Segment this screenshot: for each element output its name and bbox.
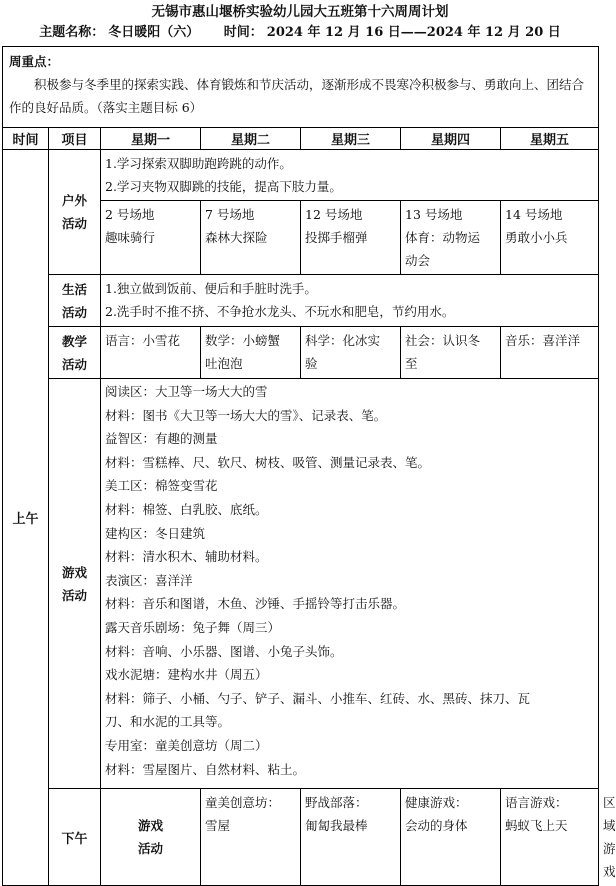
- outdoor-goal-1: 1.学习探索双脚助跑跨跳的动作。: [105, 156, 292, 171]
- time-range: 2024 年 12 月 16 日——2024 年 12 月 20 日: [266, 25, 561, 40]
- teaching-wednesday: [301, 327, 401, 379]
- venue-thu-activity: 体育：动物运: [405, 230, 481, 245]
- games-line: 建构区：冬日建筑: [105, 525, 206, 541]
- venue-thu-activity-cont: 动会: [405, 253, 431, 268]
- afternoon-thursday: [501, 789, 599, 886]
- afternoon-tue-title: 野战部落：: [305, 795, 368, 810]
- teaching-wed-text: 科学：化冰实: [305, 333, 381, 348]
- plan-table: 周重点： 积极参与冬季里的探索实践、体育锻炼和节庆活动，逐渐形成不畏寒冷积极参与、勇敢向上、团结合作的良好品质。（落实主题目标 6） 时间 项目 星期一 星期二 星期三 星期四 星期五 上午 户外 活动 1.学习探索双脚助跑跨跳的动作。 2.学习夹物双脚跳的技能，提高下肢力量。 2 号场地 趣味骑行 7 号场地 森林大探险 12 号场地 投掷手榴弹 13 号场地 体育：动物运 动会 14 号场地 勇敢小小兵 生活 活动 1.独立做到饭前、便后和手脏时洗手。 2.洗手时不推不挤、不争抢水龙头、不玩水和肥皂，节约用水。 教学 活动 语言：小雪花 数学：小螃蟹 吐泡泡 科学：化冰实 验 社会：认识冬 至 音乐：喜洋洋 游戏 活动 阅读区：大卫等一场大大的雪 材料：图书《大卫等一场大大的雪》、记录表、笔。 益智区：有趣的测量 材料：雪糕棒、尺、软尺、树枝、吸管、测量记录表、笔。 美工区：棉签变雪花 材料：棉签、白乳胶、底纸。 建构区：冬日建筑 材料：清水积木、辅助材料。 表演区：喜洋洋 材料：音乐和图谱，木鱼、沙锤、手摇铃等打击乐器。 露天音乐剧场：兔子舞（周三） 材料：音响、小乐器、图谱、小兔子头饰。 戏水泥塘：建构水井（周五） 材料：筛子、小桶、勺子、铲子、漏斗、小推车、红砖、水、黑砖、抹刀、瓦 刀、和水泥的工具等。 专用室：童美创意坊（周二） 材料：雪屋图片、自然材料、粘土。 下午 游戏 活动 童美创意坊： 雪屋 野战部落： 匍匐我最棒 健康游戏： 会动的身体 语言游戏： 蚂蚁飞上天 区域游戏: [2, 46, 599, 886]
- outdoor-activity-label: [49, 150, 101, 275]
- time-label: 时间：: [223, 25, 263, 40]
- teaching-tuesday: [201, 327, 301, 379]
- outdoor-venue-tuesday: [201, 201, 301, 275]
- afternoon-wed-title: 健康游戏：: [405, 795, 468, 810]
- afternoon-thu-title: 语言游戏：: [505, 795, 568, 810]
- games-label-line1: 游戏: [61, 564, 87, 580]
- venue-thu-site: 13 号场地: [405, 207, 463, 222]
- header-thursday: 星期四: [401, 128, 501, 150]
- games-line: 阅读区：大卫等一场大大的雪: [105, 384, 268, 399]
- life-item-1: 1.独立做到饭前、便后和手脏时洗手。: [105, 281, 317, 296]
- venue-wed-site: 12 号场地: [305, 207, 363, 222]
- games-content: [101, 379, 599, 789]
- games-activity-label: [49, 379, 101, 789]
- teaching-thu-text-cont: 至: [405, 356, 418, 371]
- teaching-thursday: [401, 327, 501, 379]
- afternoon-games-label-line2: 活动: [137, 841, 163, 856]
- morning-label: 上午: [3, 150, 49, 886]
- afternoon-wednesday: [401, 789, 501, 886]
- games-line: 材料：雪糕棒、尺、软尺、树枝、吸管、测量记录表、笔。: [105, 454, 431, 470]
- games-line: 材料：雪屋图片、自然材料、粘土。: [105, 761, 306, 777]
- venue-fri-activity: 勇敢小小兵: [505, 230, 568, 245]
- theme-name: 冬日暖阳（六）: [108, 25, 200, 40]
- games-line: 材料：图书《大卫等一场大大的雪》、记录表、笔。: [105, 407, 387, 423]
- header-tuesday: 星期二: [201, 128, 301, 150]
- teaching-thu-text: 社会：认识冬: [405, 333, 481, 348]
- games-line: 益智区：有趣的测量: [105, 431, 218, 447]
- games-line: 材料：清水积木、辅助材料。: [105, 549, 268, 565]
- games-line: 材料：筛子、小桶、勺子、铲子、漏斗、小推车、红砖、水、黑砖、抹刀、瓦: [105, 690, 531, 706]
- teaching-activity-label: [49, 327, 101, 379]
- teaching-label-line1: 教学: [61, 333, 87, 349]
- outdoor-label-line2: 活动: [61, 216, 87, 231]
- teaching-mon-text: 语言：小雪花: [105, 333, 181, 348]
- teaching-tue-text: 数学：小螃蟹: [205, 333, 281, 348]
- venue-mon-site: 2 号场地: [105, 207, 155, 222]
- venue-mon-activity: 趣味骑行: [105, 230, 156, 245]
- afternoon-games-label-line1: 游戏: [137, 818, 163, 833]
- outdoor-goals: [101, 150, 599, 201]
- page-title: 无锡市惠山堰桥实验幼儿园大五班第十六周周计划: [151, 4, 449, 20]
- outdoor-label-line1: 户外: [61, 193, 87, 208]
- life-label-line1: 生活: [61, 281, 87, 297]
- games-line: 刀、和水泥的工具等。: [105, 714, 231, 730]
- teaching-label-line2: 活动: [61, 356, 87, 372]
- life-item-2: 2.洗手时不推不挤、不争抢水龙头、不玩水和肥皂，节约用水。: [105, 304, 455, 319]
- life-activity-content: [101, 275, 599, 327]
- afternoon-wed-activity: 会动的身体: [405, 818, 468, 833]
- afternoon-mon-activity: 雪屋: [205, 818, 231, 833]
- teaching-wed-text-cont: 验: [305, 356, 318, 371]
- venue-tue-site: 7 号场地: [205, 207, 255, 222]
- games-line: 表演区：喜洋洋: [105, 572, 193, 588]
- header-wednesday: 星期三: [301, 128, 401, 150]
- afternoon-thu-activity: 蚂蚁飞上天: [505, 818, 568, 833]
- outdoor-venue-monday: [101, 201, 201, 275]
- week-focus: [3, 47, 599, 128]
- games-line: 材料：音响、小乐器、图谱、小兔子头饰。: [105, 643, 343, 659]
- outdoor-venue-wednesday: [301, 201, 401, 275]
- header-item: 项目: [49, 128, 101, 150]
- outdoor-venue-friday: [501, 201, 599, 275]
- teaching-fri-text: 音乐：喜洋洋: [505, 333, 581, 348]
- afternoon-tue-activity: 匍匐我最棒: [305, 818, 368, 833]
- games-line: 材料：棉签、白乳胶、底纸。: [105, 501, 268, 517]
- games-line: 戏水泥塘：建构水井（周五）: [105, 667, 268, 683]
- afternoon-games-label: [101, 789, 201, 886]
- venue-tue-activity: 森林大探险: [205, 230, 268, 245]
- games-line: 材料：音乐和图谱，木鱼、沙锤、手摇铃等打击乐器。: [105, 596, 406, 612]
- header-time: 时间: [3, 128, 49, 150]
- games-line: 露天音乐剧场：兔子舞（周三）: [105, 619, 281, 635]
- header-friday: 星期五: [501, 128, 599, 150]
- table-header-row: [3, 128, 599, 150]
- afternoon-mon-title: 童美创意坊：: [205, 795, 281, 810]
- afternoon-tuesday: [301, 789, 401, 886]
- games-line: 美工区：棉签变雪花: [105, 478, 218, 494]
- venue-fri-site: 14 号场地: [505, 207, 563, 222]
- afternoon-label: 下午: [49, 789, 101, 886]
- life-label-line2: 活动: [61, 304, 87, 320]
- week-focus-text: 积极参与冬季里的探索实践、体育锻炼和节庆活动，逐渐形成不畏寒冷积极参与、勇敢向上、团结合作的良好品质。（落实主题目标 6）: [9, 77, 585, 115]
- teaching-monday: [101, 327, 201, 379]
- outdoor-goal-2: 2.学习夹物双脚跳的技能，提高下肢力量。: [105, 179, 342, 194]
- life-activity-label: [49, 275, 101, 327]
- venue-wed-activity: 投掷手榴弹: [305, 230, 368, 245]
- afternoon-monday: [201, 789, 301, 886]
- theme-and-time: [0, 24, 600, 41]
- games-label-line2: 活动: [61, 587, 87, 603]
- games-line: 专用室：童美创意坊（周二）: [105, 737, 268, 753]
- week-focus-heading: 周重点：: [9, 54, 60, 69]
- theme-label: 主题名称：: [39, 25, 105, 40]
- header-monday: 星期一: [101, 128, 201, 150]
- outdoor-venue-thursday: [401, 201, 501, 275]
- teaching-tue-text-cont: 吐泡泡: [205, 356, 243, 371]
- teaching-friday: [501, 327, 599, 379]
